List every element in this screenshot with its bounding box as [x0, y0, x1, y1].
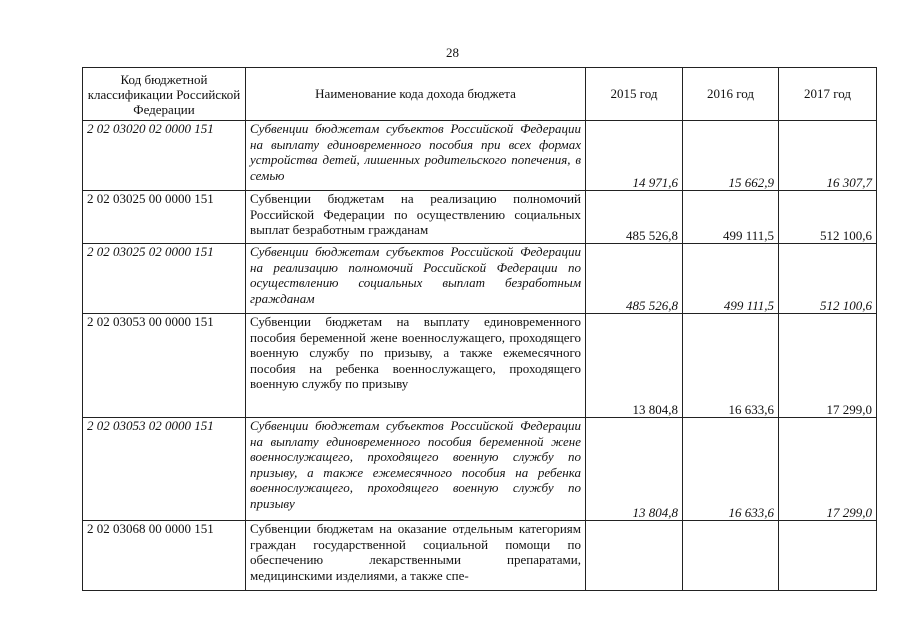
header-code: Код бюджетной классификации Российской Федерации [83, 68, 246, 121]
table-row [83, 121, 877, 191]
row-name: Субвенции бюджетам на реализацию полномочий Российской Федерации по осуществлению социальных выплат безработным гражданам [246, 191, 586, 244]
row-value-2015 [586, 521, 683, 591]
row-value-2017: 16 307,7 [779, 121, 877, 191]
table-row [83, 191, 877, 244]
row-value-2015: 13 804,8 [586, 418, 683, 521]
row-value-2017: 17 299,0 [779, 418, 877, 521]
row-code: 2 02 03053 02 0000 151 [83, 418, 246, 521]
row-code: 2 02 03025 00 0000 151 [83, 191, 246, 244]
row-value-2016: 15 662,9 [683, 121, 779, 191]
row-value-2017: 17 299,0 [779, 314, 877, 418]
budget-table [82, 67, 877, 591]
table-row [83, 418, 877, 521]
table-header-row [83, 68, 877, 121]
row-value-2015: 14 971,6 [586, 121, 683, 191]
row-value-2016: 499 111,5 [683, 244, 779, 314]
row-code: 2 02 03025 02 0000 151 [83, 244, 246, 314]
row-code: 2 02 03068 00 0000 151 [83, 521, 246, 591]
row-name: Субвенции бюджетам на оказание отдельным категориям граждан государственной социальной помощи по обеспечению лекарственными препаратами, медицинскими изделиями, а также спе- [246, 521, 586, 591]
row-value-2017: 512 100,6 [779, 244, 877, 314]
table-row [83, 244, 877, 314]
page-number: 28 [446, 45, 459, 60]
row-value-2015: 485 526,8 [586, 191, 683, 244]
row-code: 2 02 03053 00 0000 151 [83, 314, 246, 418]
row-name: Субвенции бюджетам субъектов Российской Федерации на реализацию полномочий Российской Федерации по осуществлению социальных выплат безработным гражданам [246, 244, 586, 314]
row-value-2015: 485 526,8 [586, 244, 683, 314]
row-value-2017: 512 100,6 [779, 191, 877, 244]
header-name: Наименование кода дохода бюджета [246, 68, 586, 121]
header-2015: 2015 год [586, 68, 683, 121]
row-value-2016: 16 633,6 [683, 314, 779, 418]
row-code: 2 02 03020 02 0000 151 [83, 121, 246, 191]
row-name: Субвенции бюджетам субъектов Российской Федерации на выплату единовременного пособия при всех формах устройства детей, лишенных родительского попечения, в семью [246, 121, 586, 191]
row-value-2016: 499 111,5 [683, 191, 779, 244]
row-value-2016: 16 633,6 [683, 418, 779, 521]
table-row [83, 521, 877, 591]
row-name: Субвенции бюджетам на выплату единовременного пособия беременной жене военнослужащего, проходящего военную службу по призыву, а также ежемесячного пособия на ребенка военнослужащего, проходящего военную службу по призыву [246, 314, 586, 418]
header-2017: 2017 год [779, 68, 877, 121]
row-name: Субвенции бюджетам субъектов Российской Федерации на выплату единовременного пособия беременной жене военнослужащего, проходящего военную службу по призыву, а также ежемесячного пособия на ребенка военнослужащего, проходящего военную службу по призыву [246, 418, 586, 521]
table-row [83, 314, 877, 418]
row-value-2015: 13 804,8 [586, 314, 683, 418]
header-2016: 2016 год [683, 68, 779, 121]
row-value-2017 [779, 521, 877, 591]
row-value-2016 [683, 521, 779, 591]
